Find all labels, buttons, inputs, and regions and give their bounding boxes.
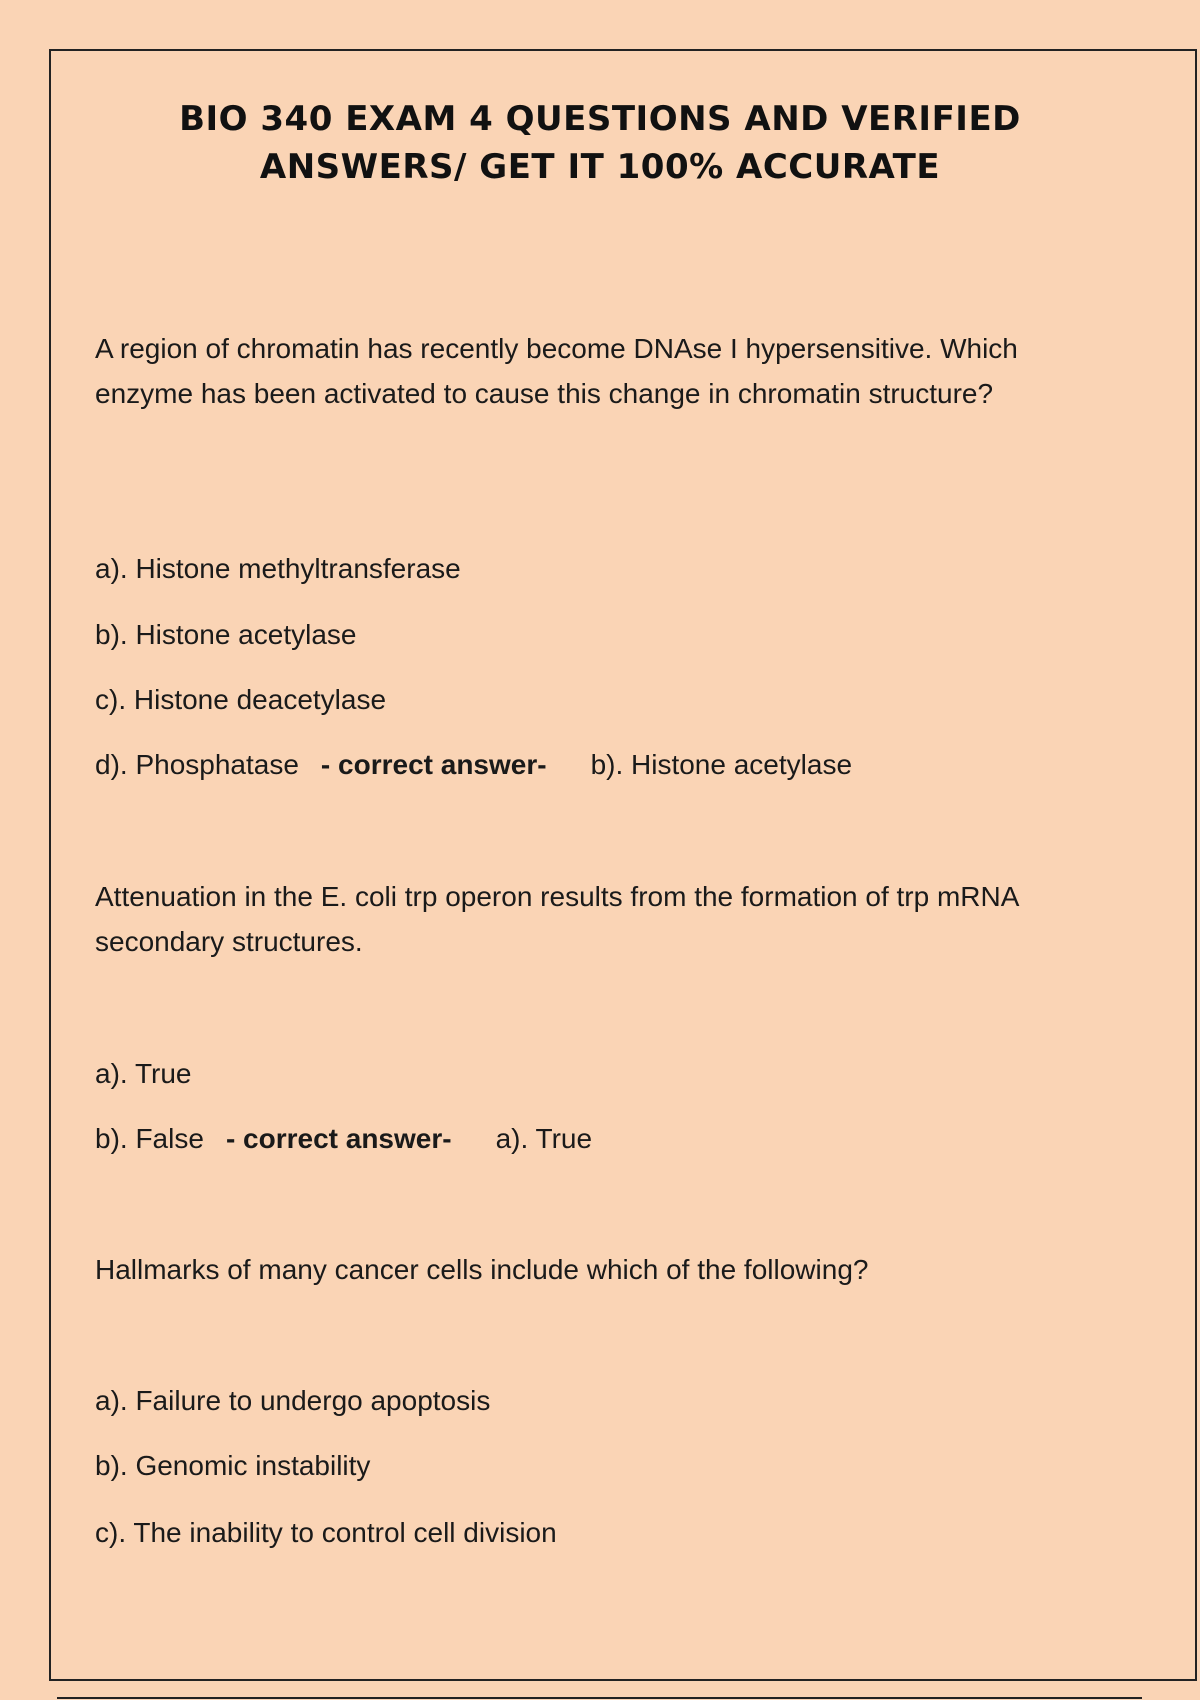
page-frame [49,49,1197,1681]
question-2-option-b: b). False [95,1123,204,1154]
correct-answer-marker: - correct answer- [225,1123,452,1154]
question-1-option-d: d). Phosphatase [95,749,299,780]
question-2-option-b-row [95,1119,592,1159]
document-title [0,95,1200,191]
correct-answer-marker: - correct answer- [320,749,547,780]
question-3-option-c: c). The inability to control cell division [95,1517,557,1548]
question-1-option-b: b). Histone acetylase [95,619,357,650]
question-3-option-b: b). Genomic instability [95,1450,371,1481]
question-1-text: A region of chromatin has recently become DNAse I hypersensitive. Which enzyme has been activated to cause this change in chromatin structure? [95,333,1018,409]
question-3-text: Hallmarks of many cancer cells include which of the following? [95,1254,869,1285]
question-3-option-a: a). Failure to undergo apoptosis [95,1385,491,1416]
question-2-text: Attenuation in the E. coli trp operon results from the formation of trp mRNA secondary structures. [95,881,1018,957]
title-line-1: BIO 340 EXAM 4 QUESTIONS AND VERIFIED [179,99,1021,139]
question-1-option-d-row [95,745,852,785]
question-2-option-a: a). True [95,1058,192,1089]
footer-rule [57,1697,1142,1699]
question-1-option-a: a). Histone methyltransferase [95,553,461,584]
question-2-answer: a). True [495,1123,593,1154]
title-line-2: ANSWERS/ GET IT 100% ACCURATE [259,147,941,187]
question-1-answer: b). Histone acetylase [590,749,853,780]
question-1-option-c: c). Histone deacetylase [95,684,387,715]
